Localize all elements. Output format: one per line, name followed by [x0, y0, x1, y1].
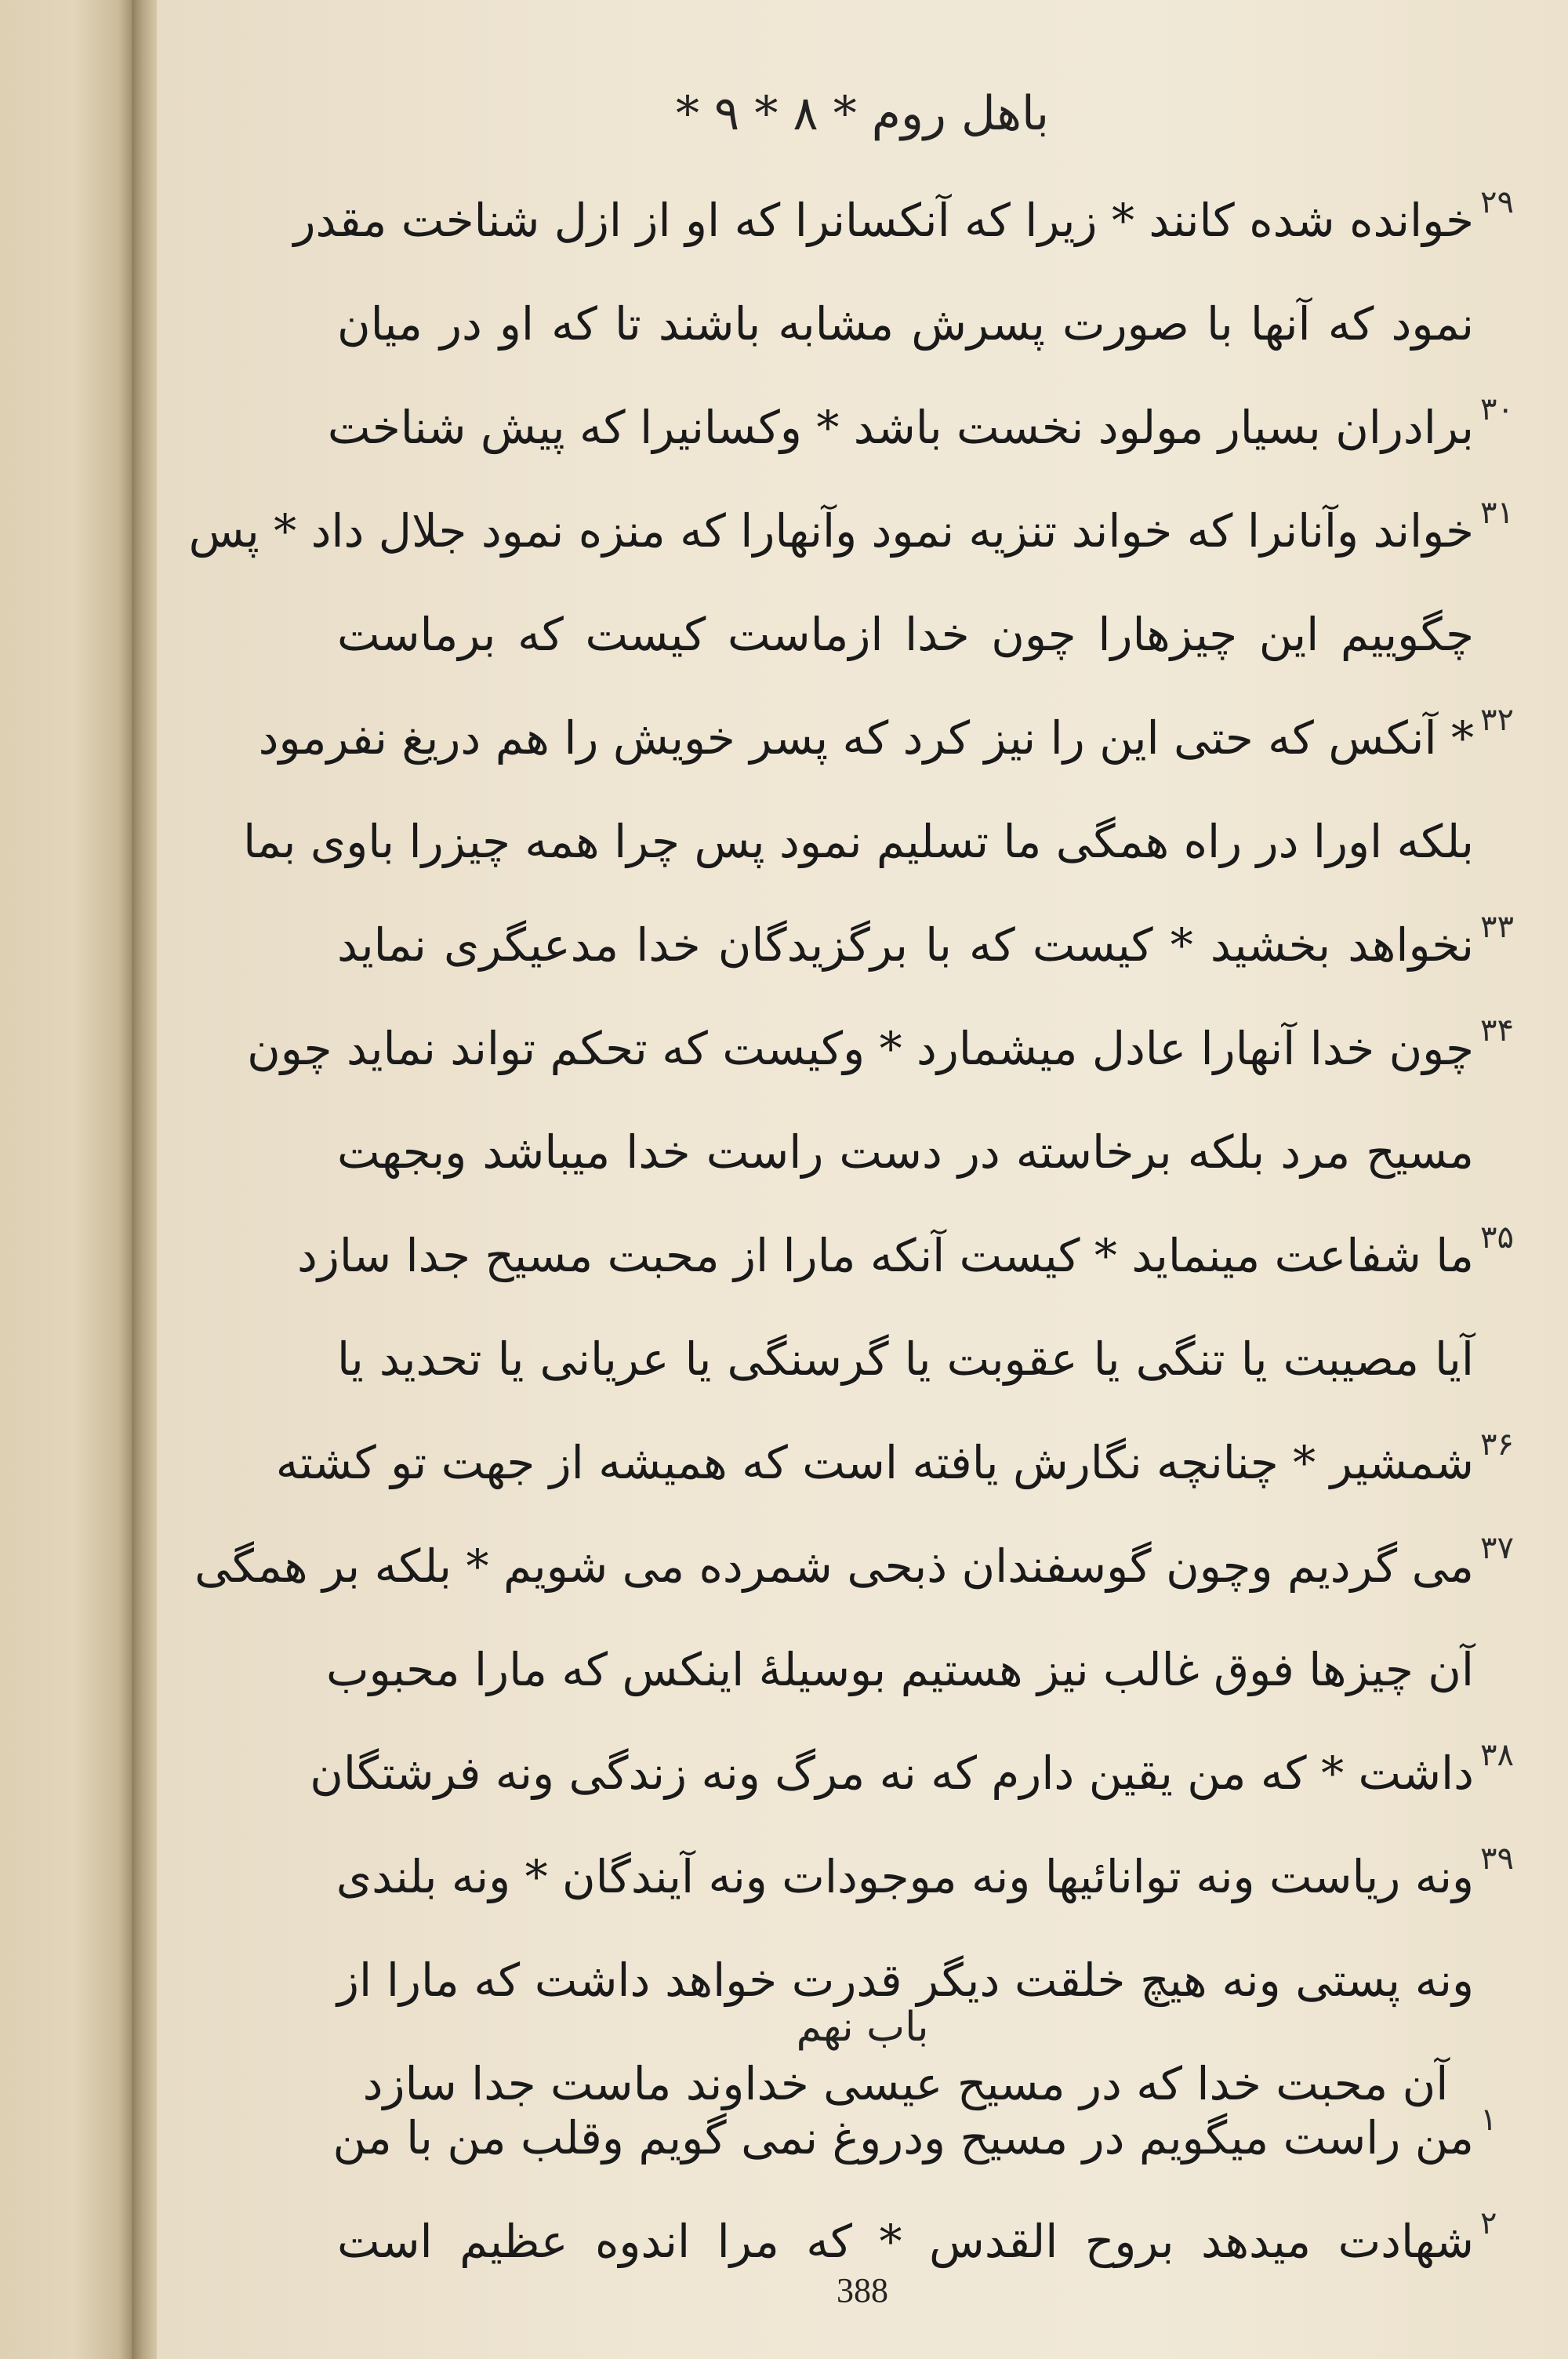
- line-text: آیا مصیبت یا تنگی یا عقوبت یا گرسنگی یا عریانی یا تحدید یا: [337, 1332, 1474, 1386]
- line-text: نمود که آنها با صورت پسرش مشابه باشند تا که او در میان: [337, 297, 1474, 351]
- chapter-heading: باب نهم: [796, 2004, 929, 2051]
- page-number: 388: [837, 2271, 888, 2310]
- verse-number: ۲۹: [1480, 184, 1514, 220]
- text-line: [337, 272, 1474, 376]
- line-text: آن محبت خدا که در مسیح عیسی خداوند ماست جدا سازد: [362, 2057, 1449, 2110]
- verse-number: ۳۵: [1480, 1219, 1514, 1256]
- line-text: ونه ریاست ونه توانائیها ونه موجودات ونه آیندگان * ونه بلندی: [336, 1850, 1474, 1903]
- line-text: نخواهد بخشید * کیست که با برگزیدگان خدا مدعیگری نماید: [337, 918, 1474, 972]
- line-text: * آنکس که حتی این را نیز کرد که پسر خویش را هم دریغ نفرمود: [258, 711, 1474, 765]
- line-text: چون خدا آنهارا عادل میشمارد * وکیست که تحکم تواند نماید چون: [247, 1022, 1474, 1075]
- previous-page-edge: [0, 0, 135, 2359]
- line-text: آن چیزها فوق غالب نیز هستیم بوسیلهٔ اینکس که مارا محبوب: [326, 1643, 1474, 1696]
- verse-number: ۳۸: [1480, 1737, 1514, 1773]
- line-text: خوانده شده کانند * زیرا که آنکسانرا که او از ازل شناخت مقدر: [293, 194, 1474, 247]
- line-text: شمشیر * چنانچه نگارش یافته است که همیشه از جهت تو کشته: [275, 1436, 1474, 1489]
- text-line: [297, 1204, 1514, 1307]
- line-text: می گردیم وچون گوسفندان ذبحی شمرده می شویم * بلکه بر همگی: [194, 1539, 1474, 1593]
- text-line: [258, 686, 1514, 790]
- text-line: [327, 376, 1514, 479]
- verse-number: ۳۳: [1480, 909, 1514, 945]
- text-line: [326, 1618, 1474, 1721]
- verse-number: ۳۴: [1480, 1012, 1514, 1049]
- text-line: [336, 1825, 1514, 1928]
- verse-number: ۳۲: [1480, 702, 1514, 738]
- line-text: ما شفاعت مینماید * کیست آنکه مارا از محبت مسیح جدا سازد: [297, 1229, 1474, 1282]
- text-line: [332, 2086, 1497, 2190]
- line-text: برادران بسیار مولود نخست باشد * وکسانیرا که پیش شناخت: [327, 401, 1474, 454]
- line-text: من راست میگویم در مسیح ودروغ نمی گویم وقلب من با من: [332, 2111, 1474, 2165]
- line-text: ونه پستی ونه هیچ خلقت دیگر قدرت خواهد داشت که مارا از: [337, 1954, 1474, 2007]
- verse-number: ۱: [1480, 2102, 1497, 2138]
- text-line: [337, 893, 1514, 997]
- text-line: [337, 583, 1474, 686]
- verse-block-chapter-9: [332, 2086, 1497, 2293]
- book-page: [157, 0, 1568, 2359]
- verse-number: ۳۶: [1480, 1427, 1514, 1463]
- verse-block: [188, 169, 1514, 2135]
- text-line: [194, 1514, 1514, 1618]
- verse-number: ۳۰: [1480, 391, 1514, 427]
- line-text: مسیح مرد بلکه برخاسته در دست راست خدا میباشد وبجهت: [337, 1125, 1474, 1179]
- book-gutter: [132, 0, 158, 2359]
- line-text: داشت * که من یقین دارم که نه مرگ ونه زندگی ونه فرشتگان: [310, 1747, 1474, 1800]
- verse-number: ۳۷: [1480, 1530, 1514, 1566]
- line-text: خواند وآنانرا که خواند تنزیه نمود وآنهارا که منزه نمود جلال داد * پس: [188, 504, 1474, 558]
- verse-number: ۳۹: [1480, 1841, 1514, 1877]
- verse-number: ۳۱: [1480, 495, 1514, 531]
- text-line: [310, 1721, 1514, 1825]
- text-line: [243, 790, 1474, 893]
- text-line: [188, 479, 1514, 583]
- text-line: [337, 1100, 1474, 1204]
- line-text: چگوییم این چیزهارا چون خدا ازماست کیست که برماست: [337, 608, 1474, 661]
- line-text: شهادت میدهد بروح القدس * که مرا اندوه عظیم است: [337, 2215, 1474, 2268]
- text-line: [247, 997, 1514, 1100]
- text-line: [275, 1411, 1514, 1514]
- running-head: باهل روم * ۸ * ۹ *: [675, 86, 1050, 141]
- line-text: بلکه اورا در راه همگی ما تسلیم نمود پس چرا همه چیزرا باوی بما: [243, 815, 1474, 868]
- verse-number: ۲: [1480, 2205, 1497, 2241]
- text-line: [293, 169, 1514, 272]
- text-line: [337, 1307, 1474, 1411]
